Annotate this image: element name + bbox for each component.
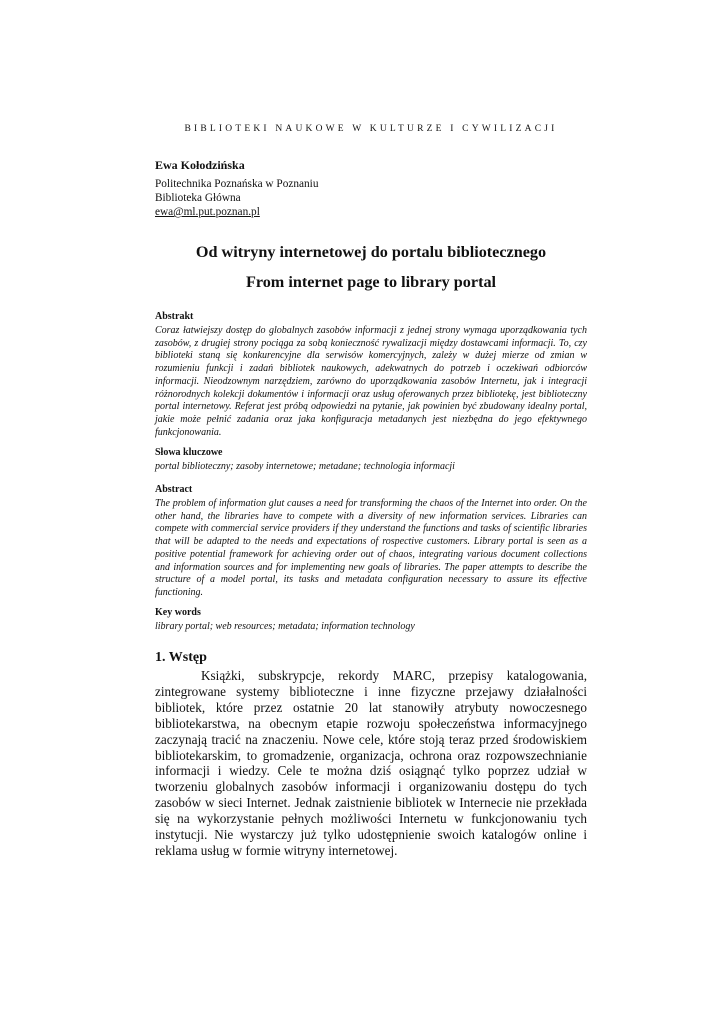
title-polish: Od witryny internetowej do portalu bibliotecznego: [195, 243, 547, 261]
key-words-section: [155, 606, 587, 634]
abstract-body: The problem of information glut causes a need for transforming the chaos of the Internet into order. On the other hand, the libraries have to compete with a diversity of new information services. Libraries can compete with commercial service providers if they understand the functions and tasks of scientific libraries that will be adapted to the needs and expectations of rospective customers. Library portal is seen as a positive potential framework for achieving order out of chaos, integrating various document collections and information sources and for implementing new goals of libraries. The paper attempts to describe the structure of a model portal, its tasks and metadata configuration necessary to assure its effective functioning.: [155, 498, 587, 598]
author-name: Ewa Kołodzińska: [155, 158, 245, 172]
author-affiliation-university: Politechnika Poznańska w Poznaniu: [155, 178, 319, 190]
author-email-link[interactable]: ewa@ml.put.poznan.pl: [155, 206, 260, 218]
abstract-heading: Abstract: [155, 484, 193, 495]
key-words-body: library portal; web resources; metadata; information technology: [155, 621, 415, 632]
title-english: From internet page to library portal: [245, 273, 497, 291]
abstract-section: [155, 483, 587, 600]
slowa-kluczowe-body: portal biblioteczny; zasoby internetowe; metadane; technologia informacji: [155, 461, 455, 472]
introduction-heading: 1. Wstęp: [155, 650, 207, 665]
document-page: [155, 0, 587, 1024]
abstrakt-heading: Abstrakt: [155, 311, 194, 322]
key-words-heading: Key words: [155, 607, 201, 618]
title-block: [155, 242, 587, 292]
introduction-body: Książki, subskrypcje, rekordy MARC, przepisy katalogowania, zintegrowane systemy biblioteczne i inne fizyczne przejawy działalności bibliotek, które przez ostatnie 20 lat stanowiły atrybuty nowoczesnego bibliotekarstwa, na obecnym etapie rozwoju społeczeństwa informacyjnego zaczynają tracić na znaczeniu. Nowe cele, które stoją teraz przed środowiskiem bibliotekarskim, to gromadzenie, organizacja, ochrona oraz rozpowszechnianie informacji i wiedzy. Cele te można dziś osiągnąć tylko poprzez udział w tworzeniu globalnych zasobów informacji i organizowaniu dostępu do tych zasobów w sieci Internet. Jednak zaistnienie bibliotek w Internecie nie przekłada się na wykorzystanie pełnych możliwości Internetu w funkcjonowaniu tych instytucji. Nie wystarczy już tylko udostępnienie swoich katalogów online i reklama usług w formie witryny internetowej.: [155, 668, 587, 858]
author-affiliation-library: Biblioteka Główna: [155, 192, 241, 204]
author-block: [155, 158, 587, 219]
slowa-kluczowe-heading: Słowa kluczowe: [155, 447, 223, 458]
abstrakt-body: Coraz łatwiejszy dostęp do globalnych zasobów informacji z jednej strony wymaga uporządkowania tych zasobów, z drugiej strony pociąga za sobą konieczność rywalizacji między dostawcami informacji. To, czy biblioteki staną się konkurencyjne dla serwisów komercyjnych, zależy w dużej mierze od zmian w rozumieniu funkcji i zadań bibliotek naukowych, adekwatnych do potrzeb i oczekiwań odbiorców informacji. Nieodzownym narzędziem, zarówno do uporządkowania zasobów Internetu, jak i integracji różnorodnych kolekcji dokumentów i informacji oraz usług oferowanych przez bibliotekę, jest biblioteczny portal internetowy. Referat jest próbą odpowiedzi na pytanie, jak powinien być zbudowany idealny portal, jakie może pełnić zadania oraz jaka konfiguracja metadanych jest niezbędna do jego efektywnego funkcjonowania.: [155, 325, 587, 438]
slowa-kluczowe-section: [155, 446, 587, 474]
running-header: BIBLIOTEKI NAUKOWE W KULTURZE I CYWILIZACJI: [184, 124, 558, 134]
abstrakt-section: [155, 310, 587, 439]
